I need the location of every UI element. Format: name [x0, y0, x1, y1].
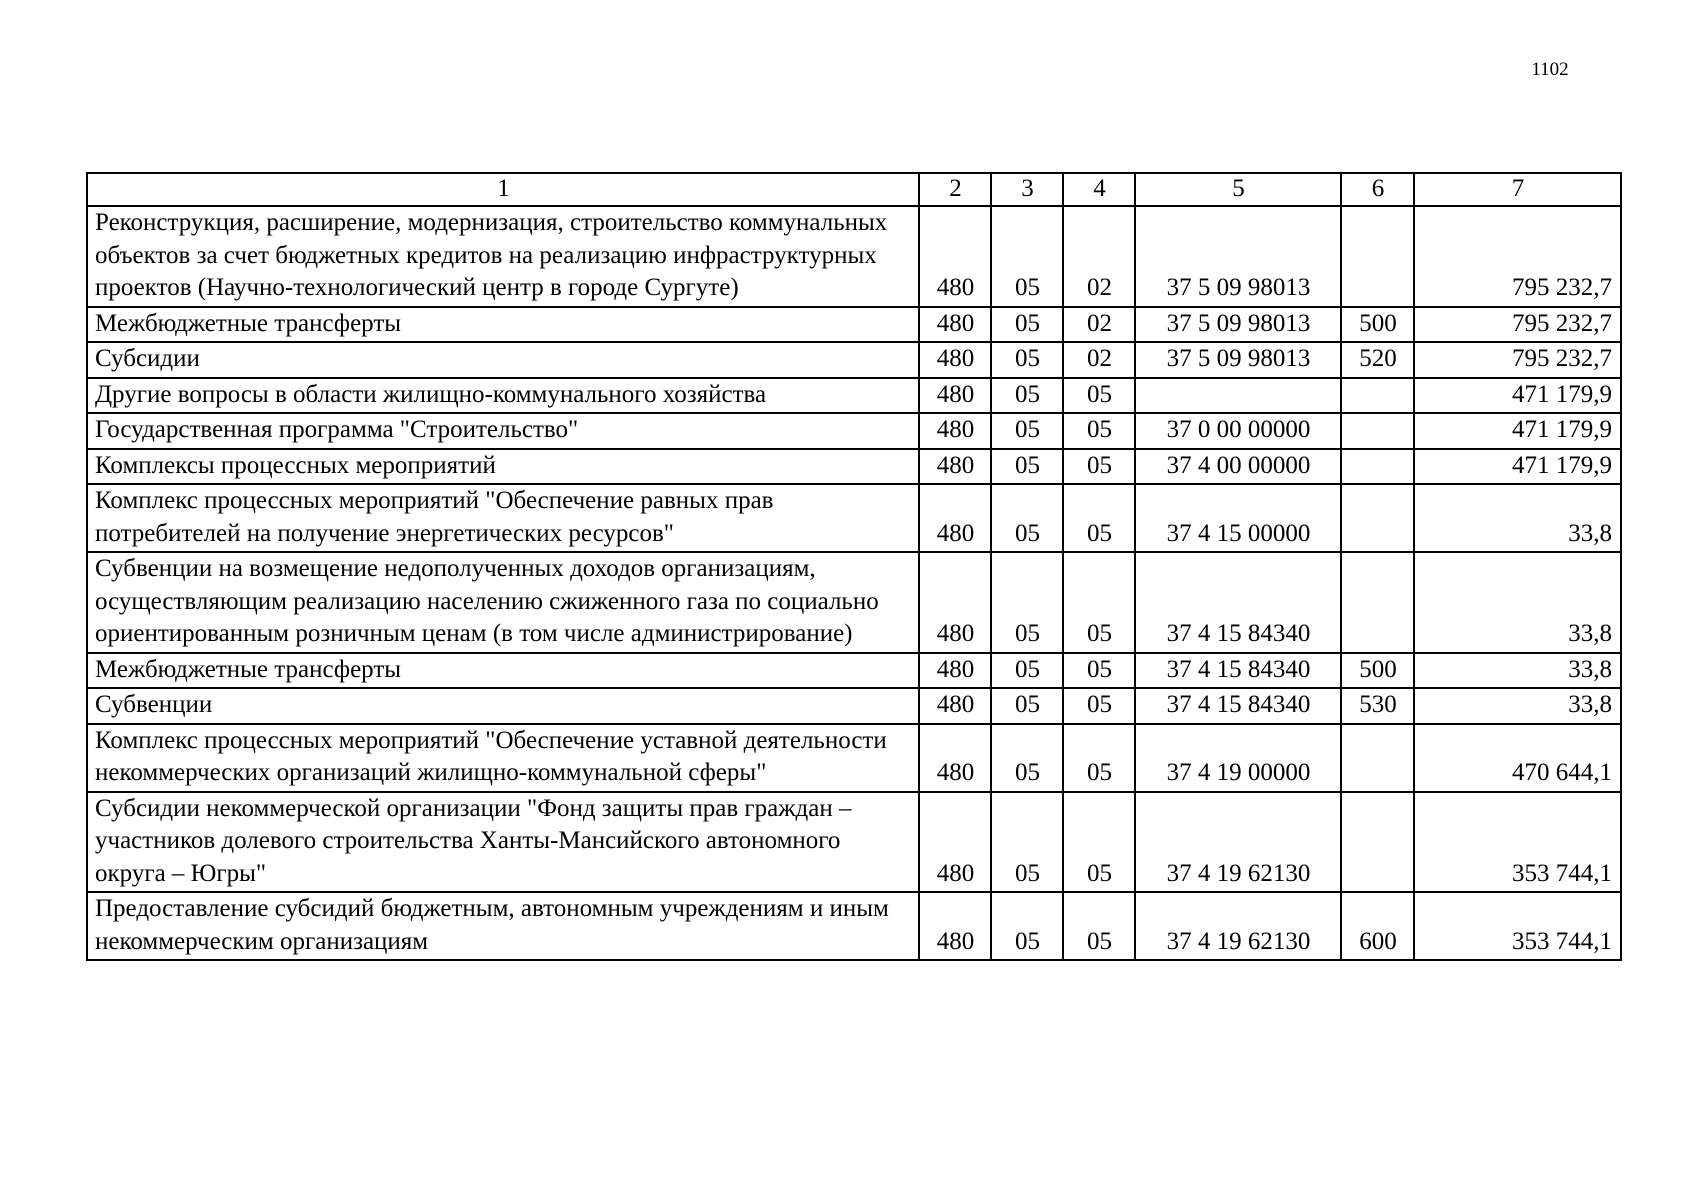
cell-amount: 795 232,7 [1414, 206, 1621, 307]
cell-name: Межбюджетные трансферты [87, 653, 919, 689]
cell-name: Межбюджетные трансферты [87, 307, 919, 343]
cell-subsection: 05 [1063, 653, 1135, 689]
table-row [87, 724, 1621, 792]
cell-section: 05 [991, 307, 1063, 343]
cell-ministry: 480 [919, 206, 991, 307]
cell-target: 37 4 19 00000 [1135, 724, 1341, 792]
cell-type [1341, 206, 1414, 307]
cell-amount: 471 179,9 [1414, 413, 1621, 449]
table-row [87, 378, 1621, 414]
cell-target: 37 0 00 00000 [1135, 413, 1341, 449]
cell-amount: 33,8 [1414, 688, 1621, 724]
cell-ministry: 480 [919, 688, 991, 724]
cell-section: 05 [991, 892, 1063, 960]
cell-name: Субсидии некоммерческой организации "Фонд защиты прав граждан – участников долевого строительства Ханты-Мансийского автономного округа – Югры" [87, 792, 919, 893]
cell-section: 05 [991, 653, 1063, 689]
table-header-row [87, 173, 1621, 206]
table-row [87, 307, 1621, 343]
cell-section: 05 [991, 792, 1063, 893]
cell-section: 05 [991, 206, 1063, 307]
budget-table [86, 172, 1622, 961]
table-body [87, 173, 1621, 960]
table-row [87, 206, 1621, 307]
cell-subsection: 05 [1063, 552, 1135, 653]
cell-name: Другие вопросы в области жилищно-коммунального хозяйства [87, 378, 919, 414]
cell-section: 05 [991, 449, 1063, 485]
cell-type [1341, 378, 1414, 414]
cell-amount: 353 744,1 [1414, 792, 1621, 893]
cell-subsection: 02 [1063, 307, 1135, 343]
column-header-4: 4 [1063, 173, 1135, 206]
cell-ministry: 480 [919, 552, 991, 653]
cell-type [1341, 484, 1414, 552]
cell-subsection: 05 [1063, 688, 1135, 724]
table-row [87, 892, 1621, 960]
cell-type [1341, 449, 1414, 485]
table-row [87, 484, 1621, 552]
table-row [87, 552, 1621, 653]
cell-target: 37 4 15 84340 [1135, 552, 1341, 653]
cell-subsection: 05 [1063, 413, 1135, 449]
cell-name: Комплексы процессных мероприятий [87, 449, 919, 485]
cell-section: 05 [991, 413, 1063, 449]
page-number: 1102 [1531, 59, 1569, 80]
cell-ministry: 480 [919, 449, 991, 485]
cell-name: Предоставление субсидий бюджетным, автономным учреждениям и иным некоммерческим организациям [87, 892, 919, 960]
cell-ministry: 480 [919, 307, 991, 343]
column-header-3: 3 [991, 173, 1063, 206]
table-row [87, 653, 1621, 689]
cell-subsection: 05 [1063, 378, 1135, 414]
cell-ministry: 480 [919, 484, 991, 552]
table-row [87, 688, 1621, 724]
cell-subsection: 05 [1063, 792, 1135, 893]
table-row [87, 342, 1621, 378]
cell-type: 520 [1341, 342, 1414, 378]
table-row [87, 449, 1621, 485]
cell-section: 05 [991, 484, 1063, 552]
cell-ministry: 480 [919, 892, 991, 960]
cell-section: 05 [991, 688, 1063, 724]
cell-target: 37 4 00 00000 [1135, 449, 1341, 485]
cell-name: Реконструкция, расширение, модернизация, строительство коммунальных объектов за счет бюджетных кредитов на реализацию инфраструктурных проектов (Научно-технологический центр в городе Сургуте) [87, 206, 919, 307]
cell-target [1135, 378, 1341, 414]
cell-target: 37 4 19 62130 [1135, 792, 1341, 893]
cell-name: Комплекс процессных мероприятий "Обеспечение равных прав потребителей на получение энергетических ресурсов" [87, 484, 919, 552]
cell-amount: 795 232,7 [1414, 342, 1621, 378]
cell-target: 37 5 09 98013 [1135, 342, 1341, 378]
column-header-7: 7 [1414, 173, 1621, 206]
table-row [87, 792, 1621, 893]
cell-type [1341, 724, 1414, 792]
cell-amount: 795 232,7 [1414, 307, 1621, 343]
cell-ministry: 480 [919, 342, 991, 378]
cell-amount: 33,8 [1414, 484, 1621, 552]
cell-subsection: 02 [1063, 342, 1135, 378]
cell-ministry: 480 [919, 792, 991, 893]
cell-type [1341, 792, 1414, 893]
cell-amount: 471 179,9 [1414, 449, 1621, 485]
cell-amount: 353 744,1 [1414, 892, 1621, 960]
cell-name: Субсидии [87, 342, 919, 378]
cell-section: 05 [991, 378, 1063, 414]
column-header-6: 6 [1341, 173, 1414, 206]
cell-name: Государственная программа "Строительство" [87, 413, 919, 449]
cell-name: Субвенции на возмещение недополученных доходов организациям, осуществляющим реализацию населению сжиженного газа по социально ориентированным розничным ценам (в том числе администрирование) [87, 552, 919, 653]
cell-type: 500 [1341, 307, 1414, 343]
cell-target: 37 4 15 84340 [1135, 688, 1341, 724]
cell-subsection: 02 [1063, 206, 1135, 307]
column-header-5: 5 [1135, 173, 1341, 206]
cell-section: 05 [991, 724, 1063, 792]
cell-ministry: 480 [919, 378, 991, 414]
cell-section: 05 [991, 552, 1063, 653]
cell-ministry: 480 [919, 724, 991, 792]
cell-type: 530 [1341, 688, 1414, 724]
cell-subsection: 05 [1063, 484, 1135, 552]
cell-target: 37 4 15 84340 [1135, 653, 1341, 689]
cell-type: 500 [1341, 653, 1414, 689]
cell-subsection: 05 [1063, 892, 1135, 960]
column-header-2: 2 [919, 173, 991, 206]
cell-name: Субвенции [87, 688, 919, 724]
cell-type [1341, 413, 1414, 449]
cell-ministry: 480 [919, 413, 991, 449]
column-header-1: 1 [87, 173, 919, 206]
table-row [87, 413, 1621, 449]
cell-target: 37 5 09 98013 [1135, 307, 1341, 343]
cell-target: 37 4 19 62130 [1135, 892, 1341, 960]
cell-amount: 33,8 [1414, 552, 1621, 653]
cell-ministry: 480 [919, 653, 991, 689]
cell-type [1341, 552, 1414, 653]
cell-target: 37 5 09 98013 [1135, 206, 1341, 307]
cell-type: 600 [1341, 892, 1414, 960]
cell-name: Комплекс процессных мероприятий "Обеспечение уставной деятельности некоммерческих организаций жилищно-коммунальной сферы" [87, 724, 919, 792]
cell-target: 37 4 15 00000 [1135, 484, 1341, 552]
cell-amount: 471 179,9 [1414, 378, 1621, 414]
cell-subsection: 05 [1063, 724, 1135, 792]
cell-amount: 470 644,1 [1414, 724, 1621, 792]
cell-section: 05 [991, 342, 1063, 378]
cell-amount: 33,8 [1414, 653, 1621, 689]
cell-subsection: 05 [1063, 449, 1135, 485]
